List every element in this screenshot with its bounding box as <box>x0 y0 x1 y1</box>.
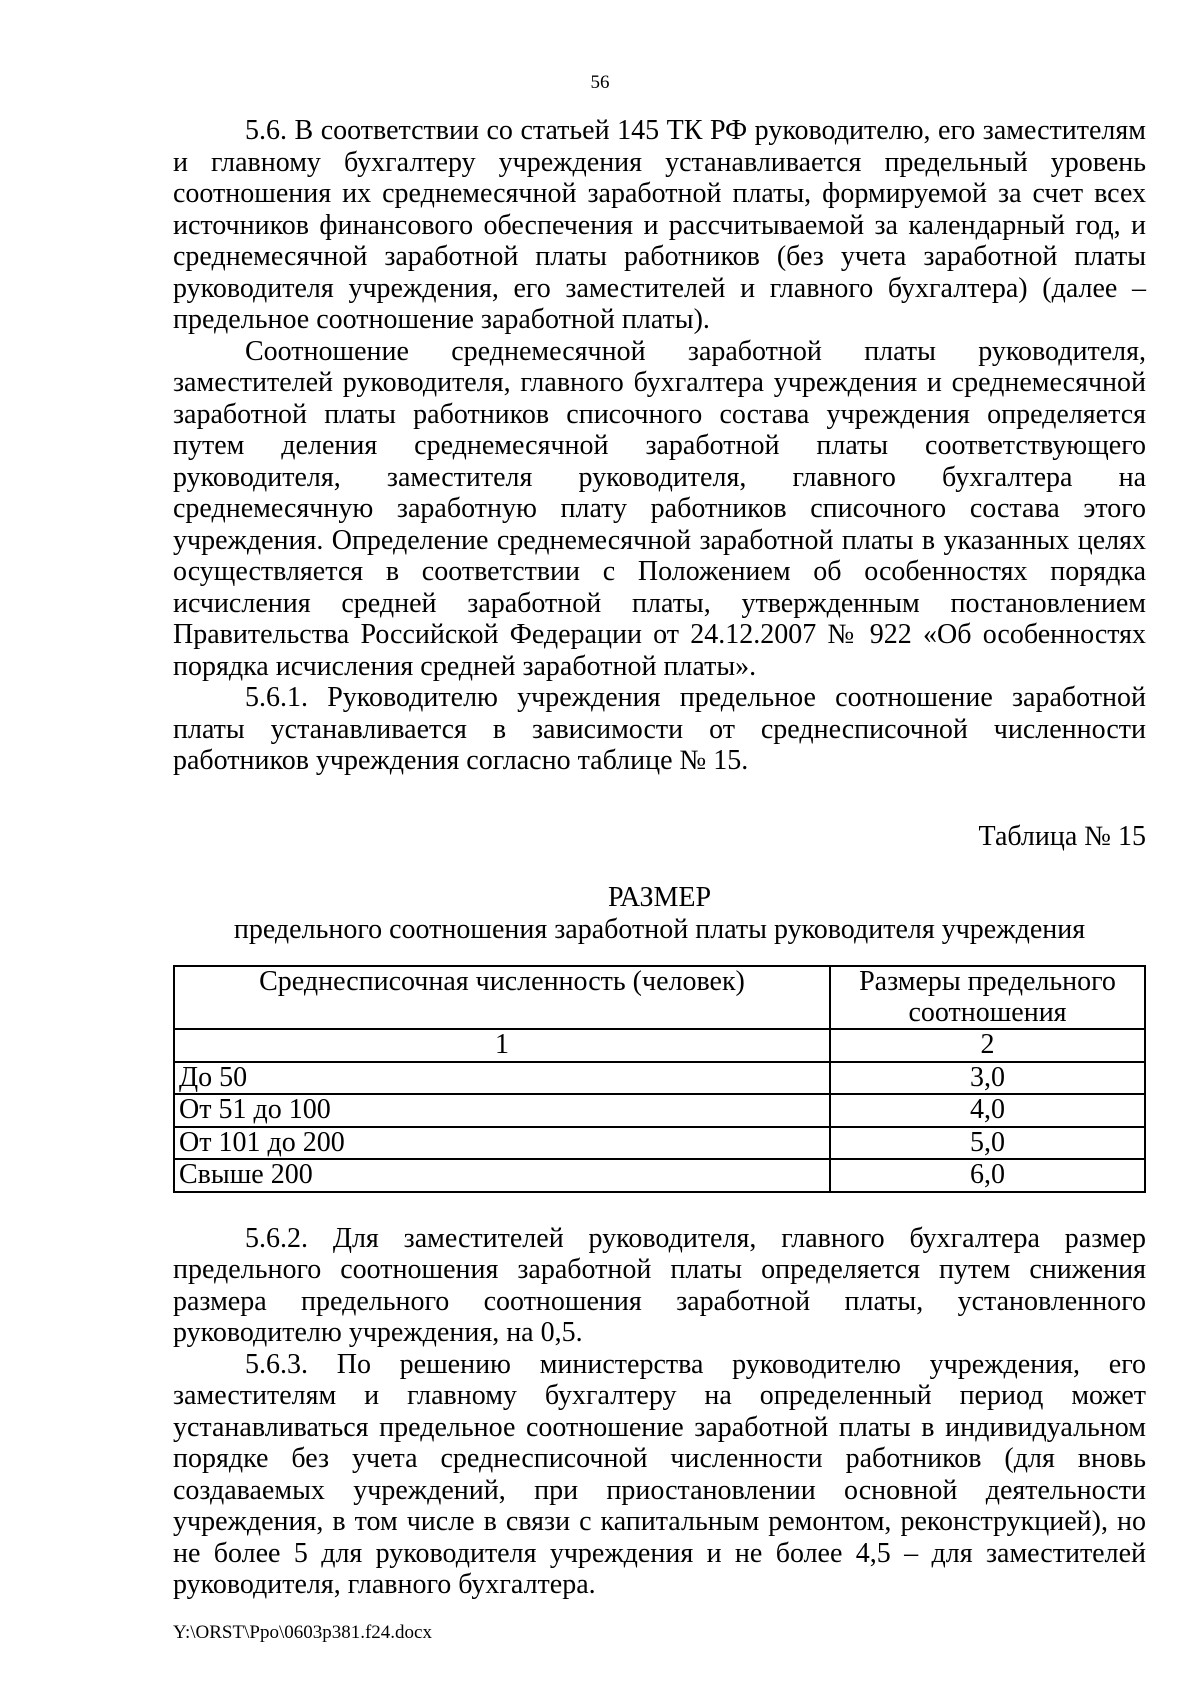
salary-ratio-table <box>173 965 1146 1193</box>
paragraph-5-6-1: 5.6.1. Руководителю учреждения предельное соотношение заработной платы устанавливается в зависимости от среднесписочной численности работников учреждения согласно таблице № 15. <box>173 682 1146 776</box>
paragraph-5-6-3: 5.6.3. По решению министерства руководителю учреждения, его заместителям и главному бухгалтеру на определенный период может устанавливаться предельное соотношение заработной платы в индивидуальном порядке без учета среднесписочной численности работников (для вновь создаваемых учреждений, при приостановлении основной деятельности учреждения, в том числе в связи с капитальным ремонтом, реконструкцией), но не более 5 для руководителя учреждения и не более 4,5 – для заместителей руководителя, главного бухгалтера. <box>173 1348 1146 1600</box>
page-number: 56 <box>590 72 610 93</box>
table-row <box>174 1094 1145 1127</box>
column-number-1: 1 <box>174 1029 830 1062</box>
paragraph-ratio-definition: Соотношение среднемесячной заработной платы руководителя, заместителей руководителя, главного бухгалтера учреждения и среднемесячной заработной платы работников списочного состава учреждения определяется путем деления среднемесячной заработной платы соответствующего руководителя, заместителя руководителя, главного бухгалтера на среднемесячную заработную плату работников списочного состава этого учреждения. Определение среднемесячной заработной платы в указанных целях осуществляется в соответствии с Положением об особенностях порядка исчисления средней заработной платы, утвержденным постановлением Правительства Российской Федерации от 24.12.2007 № 922 «Об особенностях порядка исчисления средней заработной платы». <box>173 335 1146 682</box>
table-row <box>174 1062 1145 1095</box>
row-range: От 51 до 100 <box>174 1094 830 1127</box>
table-row <box>174 1159 1145 1192</box>
paragraph-5-6-2: 5.6.2. Для заместителей руководителя, главного бухгалтера размер предельного соотношения заработной платы определяется путем снижения размера предельного соотношения заработной платы, установленного руководителю учреждения, на 0,5. <box>173 1222 1146 1348</box>
header-ratio-size: Размеры предельного соотношения <box>830 966 1145 1029</box>
document-body <box>173 115 1146 1601</box>
footer-file-path: Y:\ORST\Ppo\0603p381.f24.docx <box>173 1622 432 1643</box>
table-title: РАЗМЕР <box>607 882 712 913</box>
table-subtitle: предельного соотношения заработной платы руководителя учреждения <box>233 913 1086 945</box>
table-label: Таблица № 15 <box>978 820 1146 852</box>
table-header-row <box>174 966 1145 1029</box>
row-range: Свыше 200 <box>174 1159 830 1192</box>
table-column-number-row <box>174 1029 1145 1062</box>
row-value: 6,0 <box>830 1159 1145 1192</box>
row-value: 3,0 <box>830 1062 1145 1095</box>
row-range: До 50 <box>174 1062 830 1095</box>
row-value: 5,0 <box>830 1127 1145 1160</box>
row-value: 4,0 <box>830 1094 1145 1127</box>
row-range: От 101 до 200 <box>174 1127 830 1160</box>
column-number-2: 2 <box>830 1029 1145 1062</box>
paragraph-5-6: 5.6. В соответствии со статьей 145 ТК РФ руководителю, его заместителям и главному бухгалтеру учреждения устанавливается предельный уровень соотношения их среднемесячной заработной платы, формируемой за счет всех источников финансового обеспечения и рассчитываемой за календарный год, и среднемесячной заработной платы работников (без учета заработной платы руководителя учреждения, его заместителей и главного бухгалтера) (далее – предельное соотношение заработной платы). <box>173 115 1146 335</box>
table-row <box>174 1127 1145 1160</box>
header-headcount: Среднесписочная численность (человек) <box>174 966 830 1029</box>
